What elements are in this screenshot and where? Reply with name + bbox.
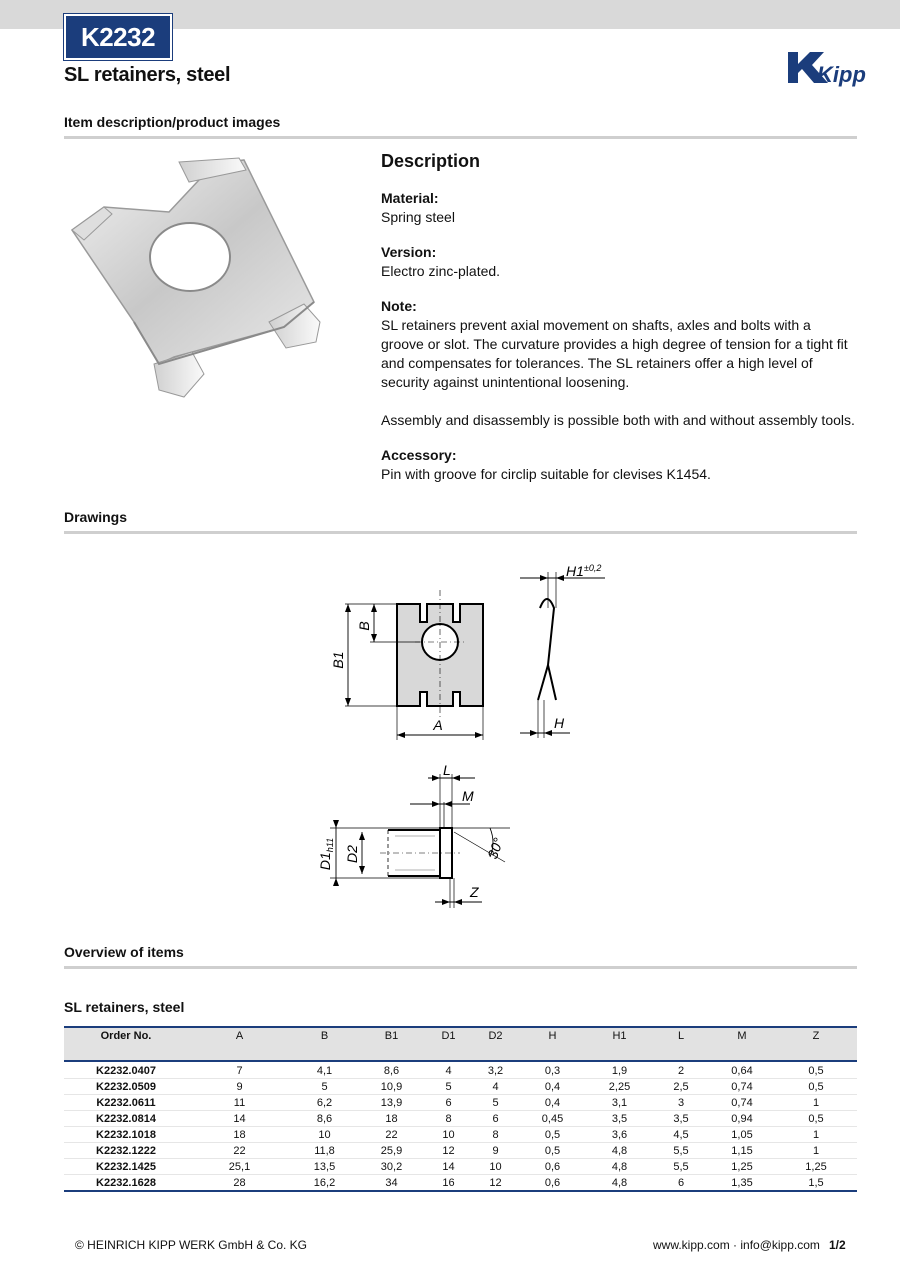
version-value: Electro zinc-plated.	[381, 263, 501, 279]
dim-h1	[566, 563, 601, 579]
cell-b1: 10,9	[358, 1079, 425, 1095]
cell-h1: 3,6	[586, 1127, 653, 1143]
dim-h: H	[554, 715, 565, 731]
cell-order-no: K2232.0509	[64, 1079, 188, 1095]
cell-order-no: K2232.1628	[64, 1175, 188, 1192]
cell-l: 4,5	[653, 1127, 709, 1143]
table-row	[64, 1061, 857, 1079]
col-l: L	[653, 1027, 709, 1061]
cell-l: 2	[653, 1061, 709, 1079]
cell-m: 0,74	[709, 1095, 775, 1111]
cell-h: 0,3	[519, 1061, 586, 1079]
col-d2: D2	[472, 1027, 519, 1061]
table-row	[64, 1095, 857, 1111]
dim-a: A	[433, 717, 443, 733]
cell-order-no: K2232.0611	[64, 1095, 188, 1111]
col-h1: H1	[586, 1027, 653, 1061]
note-text: SL retainers prevent axial movement on shafts, axles and bolts with a groove or slot. The curvature provides a high degree of tension for a tight fit and compensates for tolerances. The SL retainers offer a high level of security against unintentional loosening.	[381, 317, 848, 390]
cell-b1: 34	[358, 1175, 425, 1192]
cell-d1: 14	[425, 1159, 472, 1175]
cell-z: 0,5	[775, 1111, 857, 1127]
dim-d1	[317, 838, 335, 870]
section-drawings: Drawings	[64, 509, 857, 534]
cell-m: 0,74	[709, 1079, 775, 1095]
dim-angle: 30°	[484, 835, 507, 861]
version-label: Version:	[381, 244, 437, 260]
col-z: Z	[775, 1027, 857, 1061]
cell-l: 5,5	[653, 1159, 709, 1175]
article-number-badge: K2232	[64, 14, 172, 60]
table-row	[64, 1127, 857, 1143]
product-image	[64, 152, 324, 402]
cell-order-no: K2232.0407	[64, 1061, 188, 1079]
cell-h: 0,5	[519, 1143, 586, 1159]
col-order-no: Order No.	[64, 1027, 188, 1061]
cell-order-no: K2232.0814	[64, 1111, 188, 1127]
footer-copyright: © HEINRICH KIPP WERK GmbH & Co. KG	[75, 1238, 307, 1252]
cell-d1: 12	[425, 1143, 472, 1159]
cell-z: 1,25	[775, 1159, 857, 1175]
dim-b1: B1	[330, 651, 346, 669]
page-title: SL retainers, steel	[64, 64, 231, 86]
table-row	[64, 1079, 857, 1095]
cell-order-no: K2232.1222	[64, 1143, 188, 1159]
cell-z: 1	[775, 1127, 857, 1143]
table-row	[64, 1175, 857, 1192]
cell-z: 0,5	[775, 1079, 857, 1095]
cell-h: 0,6	[519, 1175, 586, 1192]
cell-l: 3	[653, 1095, 709, 1111]
description-heading: Description	[381, 151, 481, 171]
dim-d1-label: D1	[317, 852, 333, 871]
cell-m: 1,05	[709, 1127, 775, 1143]
cell-h1: 3,1	[586, 1095, 653, 1111]
cell-b: 8,6	[291, 1111, 358, 1127]
dim-h1-tolerance: ±0,2	[583, 563, 602, 573]
cell-d1: 8	[425, 1111, 472, 1127]
cell-a: 7	[188, 1061, 291, 1079]
cell-b: 10	[291, 1127, 358, 1143]
cell-d2: 4	[472, 1079, 519, 1095]
col-d1: D1	[425, 1027, 472, 1061]
items-table	[64, 1026, 857, 1192]
accessory-value: Pin with groove for circlip suitable for clevises K1454.	[381, 466, 711, 482]
cell-order-no: K2232.1018	[64, 1127, 188, 1143]
col-a: A	[188, 1027, 291, 1061]
col-b: B	[291, 1027, 358, 1061]
cell-m: 1,35	[709, 1175, 775, 1192]
cell-b: 5	[291, 1079, 358, 1095]
footer-contact: www.kipp.com · info@kipp.com	[653, 1238, 820, 1252]
cell-b: 11,8	[291, 1143, 358, 1159]
accessory-label: Accessory:	[381, 447, 457, 463]
cell-b1: 8,6	[358, 1061, 425, 1079]
dim-m: M	[462, 788, 474, 804]
logo-text: Kipp	[817, 62, 866, 87]
material-label: Material:	[381, 190, 439, 206]
cell-h1: 4,8	[586, 1159, 653, 1175]
cell-h1: 4,8	[586, 1143, 653, 1159]
dim-d2: D2	[344, 845, 360, 863]
cell-a: 25,1	[188, 1159, 291, 1175]
cell-h1: 1,9	[586, 1061, 653, 1079]
cell-h1: 4,8	[586, 1175, 653, 1192]
cell-a: 14	[188, 1111, 291, 1127]
cell-b: 6,2	[291, 1095, 358, 1111]
note-label: Note:	[381, 298, 417, 314]
dim-h1-label: H1	[566, 563, 584, 579]
table-row	[64, 1159, 857, 1175]
cell-a: 18	[188, 1127, 291, 1143]
cell-l: 2,5	[653, 1079, 709, 1095]
cell-b: 4,1	[291, 1061, 358, 1079]
cell-b1: 22	[358, 1127, 425, 1143]
col-m: M	[709, 1027, 775, 1061]
section-overview: Overview of items	[64, 944, 857, 969]
description-block	[381, 152, 857, 500]
dim-z: Z	[470, 884, 479, 900]
cell-l: 5,5	[653, 1143, 709, 1159]
cell-b1: 30,2	[358, 1159, 425, 1175]
table-row	[64, 1111, 857, 1127]
cell-d2: 12	[472, 1175, 519, 1192]
cell-l: 6	[653, 1175, 709, 1192]
cell-h: 0,6	[519, 1159, 586, 1175]
table-header-row	[64, 1027, 857, 1061]
footer-page-number: 1/2	[829, 1238, 846, 1252]
cell-b1: 25,9	[358, 1143, 425, 1159]
col-b1: B1	[358, 1027, 425, 1061]
cell-z: 1	[775, 1095, 857, 1111]
cell-z: 1	[775, 1143, 857, 1159]
dim-b: B	[356, 621, 372, 631]
cell-m: 1,15	[709, 1143, 775, 1159]
cell-a: 9	[188, 1079, 291, 1095]
cell-d1: 16	[425, 1175, 472, 1192]
table-title: SL retainers, steel	[64, 999, 185, 1015]
cell-d1: 6	[425, 1095, 472, 1111]
cell-h: 0,5	[519, 1127, 586, 1143]
table-row	[64, 1143, 857, 1159]
cell-b1: 18	[358, 1111, 425, 1127]
pin-drawing	[310, 762, 530, 912]
cell-z: 1,5	[775, 1175, 857, 1192]
cell-d2: 10	[472, 1159, 519, 1175]
retainer-drawing	[320, 560, 620, 750]
cell-h1: 3,5	[586, 1111, 653, 1127]
kipp-logo	[784, 38, 866, 94]
cell-order-no: K2232.1425	[64, 1159, 188, 1175]
cell-h: 0,4	[519, 1079, 586, 1095]
cell-b: 16,2	[291, 1175, 358, 1192]
cell-h1: 2,25	[586, 1079, 653, 1095]
cell-d2: 5	[472, 1095, 519, 1111]
cell-b: 13,5	[291, 1159, 358, 1175]
cell-a: 11	[188, 1095, 291, 1111]
cell-d1: 4	[425, 1061, 472, 1079]
cell-d2: 9	[472, 1143, 519, 1159]
material-value: Spring steel	[381, 209, 455, 225]
cell-z: 0,5	[775, 1061, 857, 1079]
cell-d1: 10	[425, 1127, 472, 1143]
cell-m: 0,64	[709, 1061, 775, 1079]
cell-d1: 5	[425, 1079, 472, 1095]
col-h: H	[519, 1027, 586, 1061]
cell-d2: 3,2	[472, 1061, 519, 1079]
section-item-description: Item description/product images	[64, 114, 857, 139]
cell-h: 0,45	[519, 1111, 586, 1127]
dim-l: L	[443, 762, 451, 778]
cell-b1: 13,9	[358, 1095, 425, 1111]
dim-d1-tolerance: h11	[325, 837, 335, 853]
assembly-text: Assembly and disassembly is possible both with and without assembly tools.	[381, 412, 855, 428]
cell-a: 28	[188, 1175, 291, 1192]
cell-m: 0,94	[709, 1111, 775, 1127]
cell-l: 3,5	[653, 1111, 709, 1127]
cell-d2: 6	[472, 1111, 519, 1127]
cell-m: 1,25	[709, 1159, 775, 1175]
cell-h: 0,4	[519, 1095, 586, 1111]
cell-d2: 8	[472, 1127, 519, 1143]
cell-a: 22	[188, 1143, 291, 1159]
